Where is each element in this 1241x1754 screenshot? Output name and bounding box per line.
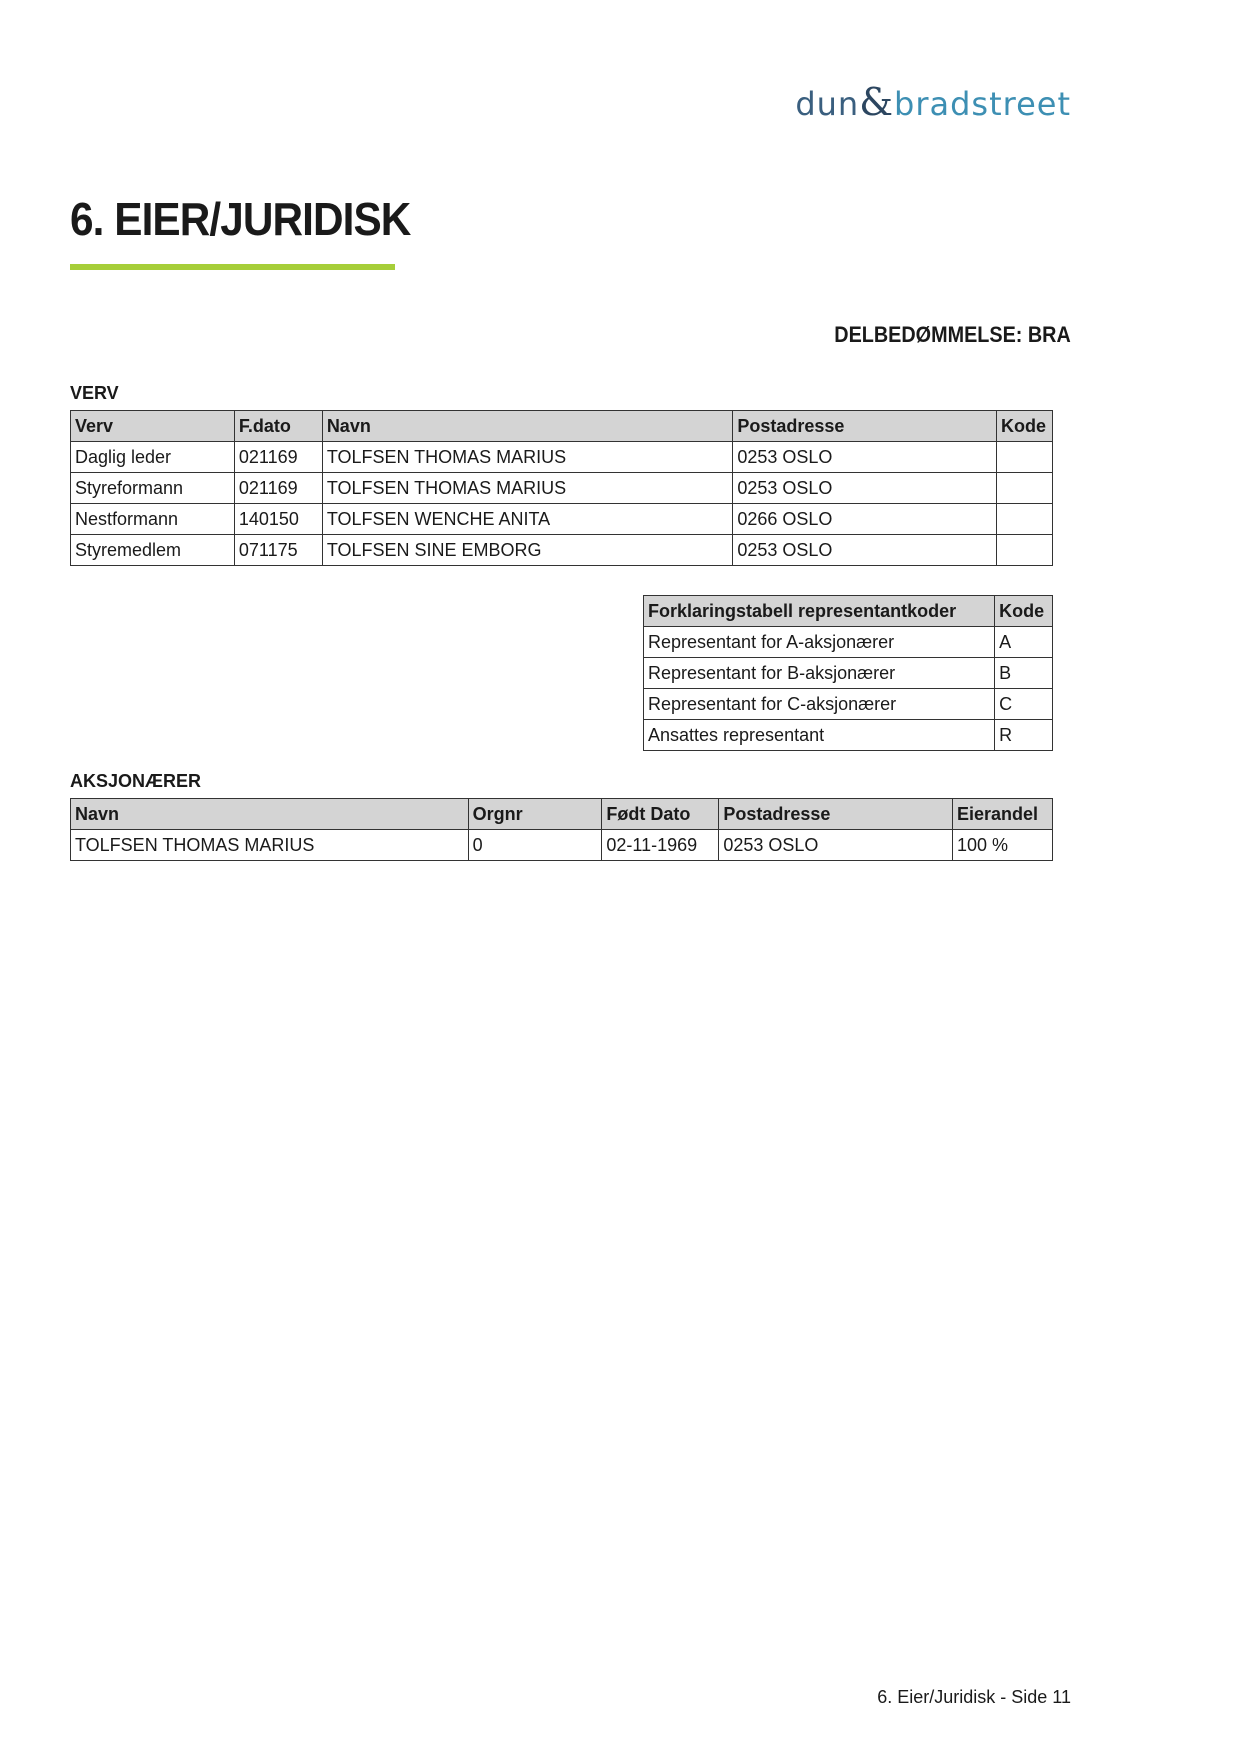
table-cell: B xyxy=(995,658,1053,689)
table-cell: TOLFSEN THOMAS MARIUS xyxy=(322,473,733,504)
table-cell: Styreformann xyxy=(71,473,235,504)
table-cell xyxy=(996,442,1052,473)
table-cell: Ansattes representant xyxy=(644,720,995,751)
table-cell xyxy=(996,473,1052,504)
page-footer: 6. Eier/Juridisk - Side 11 xyxy=(877,1687,1071,1707)
column-header: Verv xyxy=(71,411,235,442)
column-header: Postadresse xyxy=(733,411,997,442)
table-cell: Representant for A-aksjonærer xyxy=(644,627,995,658)
table-cell: 071175 xyxy=(234,535,322,566)
table-cell: 100 % xyxy=(953,830,1053,861)
table-row xyxy=(644,627,1053,658)
logo-text-bradstreet: bradstreet xyxy=(894,85,1071,123)
table-header-row xyxy=(71,411,1053,442)
table-row xyxy=(644,720,1053,751)
table-cell: Representant for B-aksjonærer xyxy=(644,658,995,689)
table-cell xyxy=(996,504,1052,535)
table-cell: Daglig leder xyxy=(71,442,235,473)
column-header: F.dato xyxy=(234,411,322,442)
rating-label: DELBEDØMMELSE: BRA xyxy=(834,322,1071,347)
title-underline xyxy=(70,264,395,270)
table-row xyxy=(644,689,1053,720)
column-header: Orgnr xyxy=(468,799,602,830)
table-cell: 0 xyxy=(468,830,602,861)
table-cell: TOLFSEN SINE EMBORG xyxy=(322,535,733,566)
table-cell: TOLFSEN THOMAS MARIUS xyxy=(71,830,469,861)
table-cell: C xyxy=(995,689,1053,720)
table-cell: A xyxy=(995,627,1053,658)
table-header-row xyxy=(71,799,1053,830)
verv-section-label: VERV xyxy=(70,383,119,403)
table-cell: 140150 xyxy=(234,504,322,535)
column-header: Eierandel xyxy=(953,799,1053,830)
column-header: Navn xyxy=(322,411,733,442)
table-cell: TOLFSEN THOMAS MARIUS xyxy=(322,442,733,473)
table-cell: 021169 xyxy=(234,473,322,504)
table-row xyxy=(71,504,1053,535)
table-cell: 0253 OSLO xyxy=(733,473,997,504)
aksjonaerer-table xyxy=(70,798,1053,861)
logo-ampersand: & xyxy=(859,80,895,124)
column-header: Kode xyxy=(996,411,1052,442)
table-row xyxy=(644,658,1053,689)
company-logo xyxy=(795,80,1071,124)
column-header: Postadresse xyxy=(719,799,953,830)
table-row xyxy=(71,473,1053,504)
table-cell: 0253 OSLO xyxy=(733,535,997,566)
table-cell: R xyxy=(995,720,1053,751)
page-title: 6. EIER/JURIDISK xyxy=(70,193,411,245)
column-header: Forklaringstabell representantkoder xyxy=(644,596,995,627)
column-header: Navn xyxy=(71,799,469,830)
column-header: Født Dato xyxy=(602,799,719,830)
table-cell: 0253 OSLO xyxy=(719,830,953,861)
table-cell: TOLFSEN WENCHE ANITA xyxy=(322,504,733,535)
table-row xyxy=(71,535,1053,566)
table-row xyxy=(71,830,1053,861)
table-cell: Representant for C-aksjonærer xyxy=(644,689,995,720)
table-cell: 02-11-1969 xyxy=(602,830,719,861)
table-cell: Nestformann xyxy=(71,504,235,535)
table-cell: 0253 OSLO xyxy=(733,442,997,473)
table-cell: Styremedlem xyxy=(71,535,235,566)
table-cell: 021169 xyxy=(234,442,322,473)
logo-text-dun: dun xyxy=(795,85,860,123)
table-cell: 0266 OSLO xyxy=(733,504,997,535)
aksjonaerer-section-label: AKSJONÆRER xyxy=(70,771,202,791)
column-header: Kode xyxy=(995,596,1053,627)
table-row xyxy=(71,442,1053,473)
verv-table xyxy=(70,410,1053,566)
table-cell xyxy=(996,535,1052,566)
table-header-row xyxy=(644,596,1053,627)
code-explanation-table xyxy=(643,595,1053,751)
